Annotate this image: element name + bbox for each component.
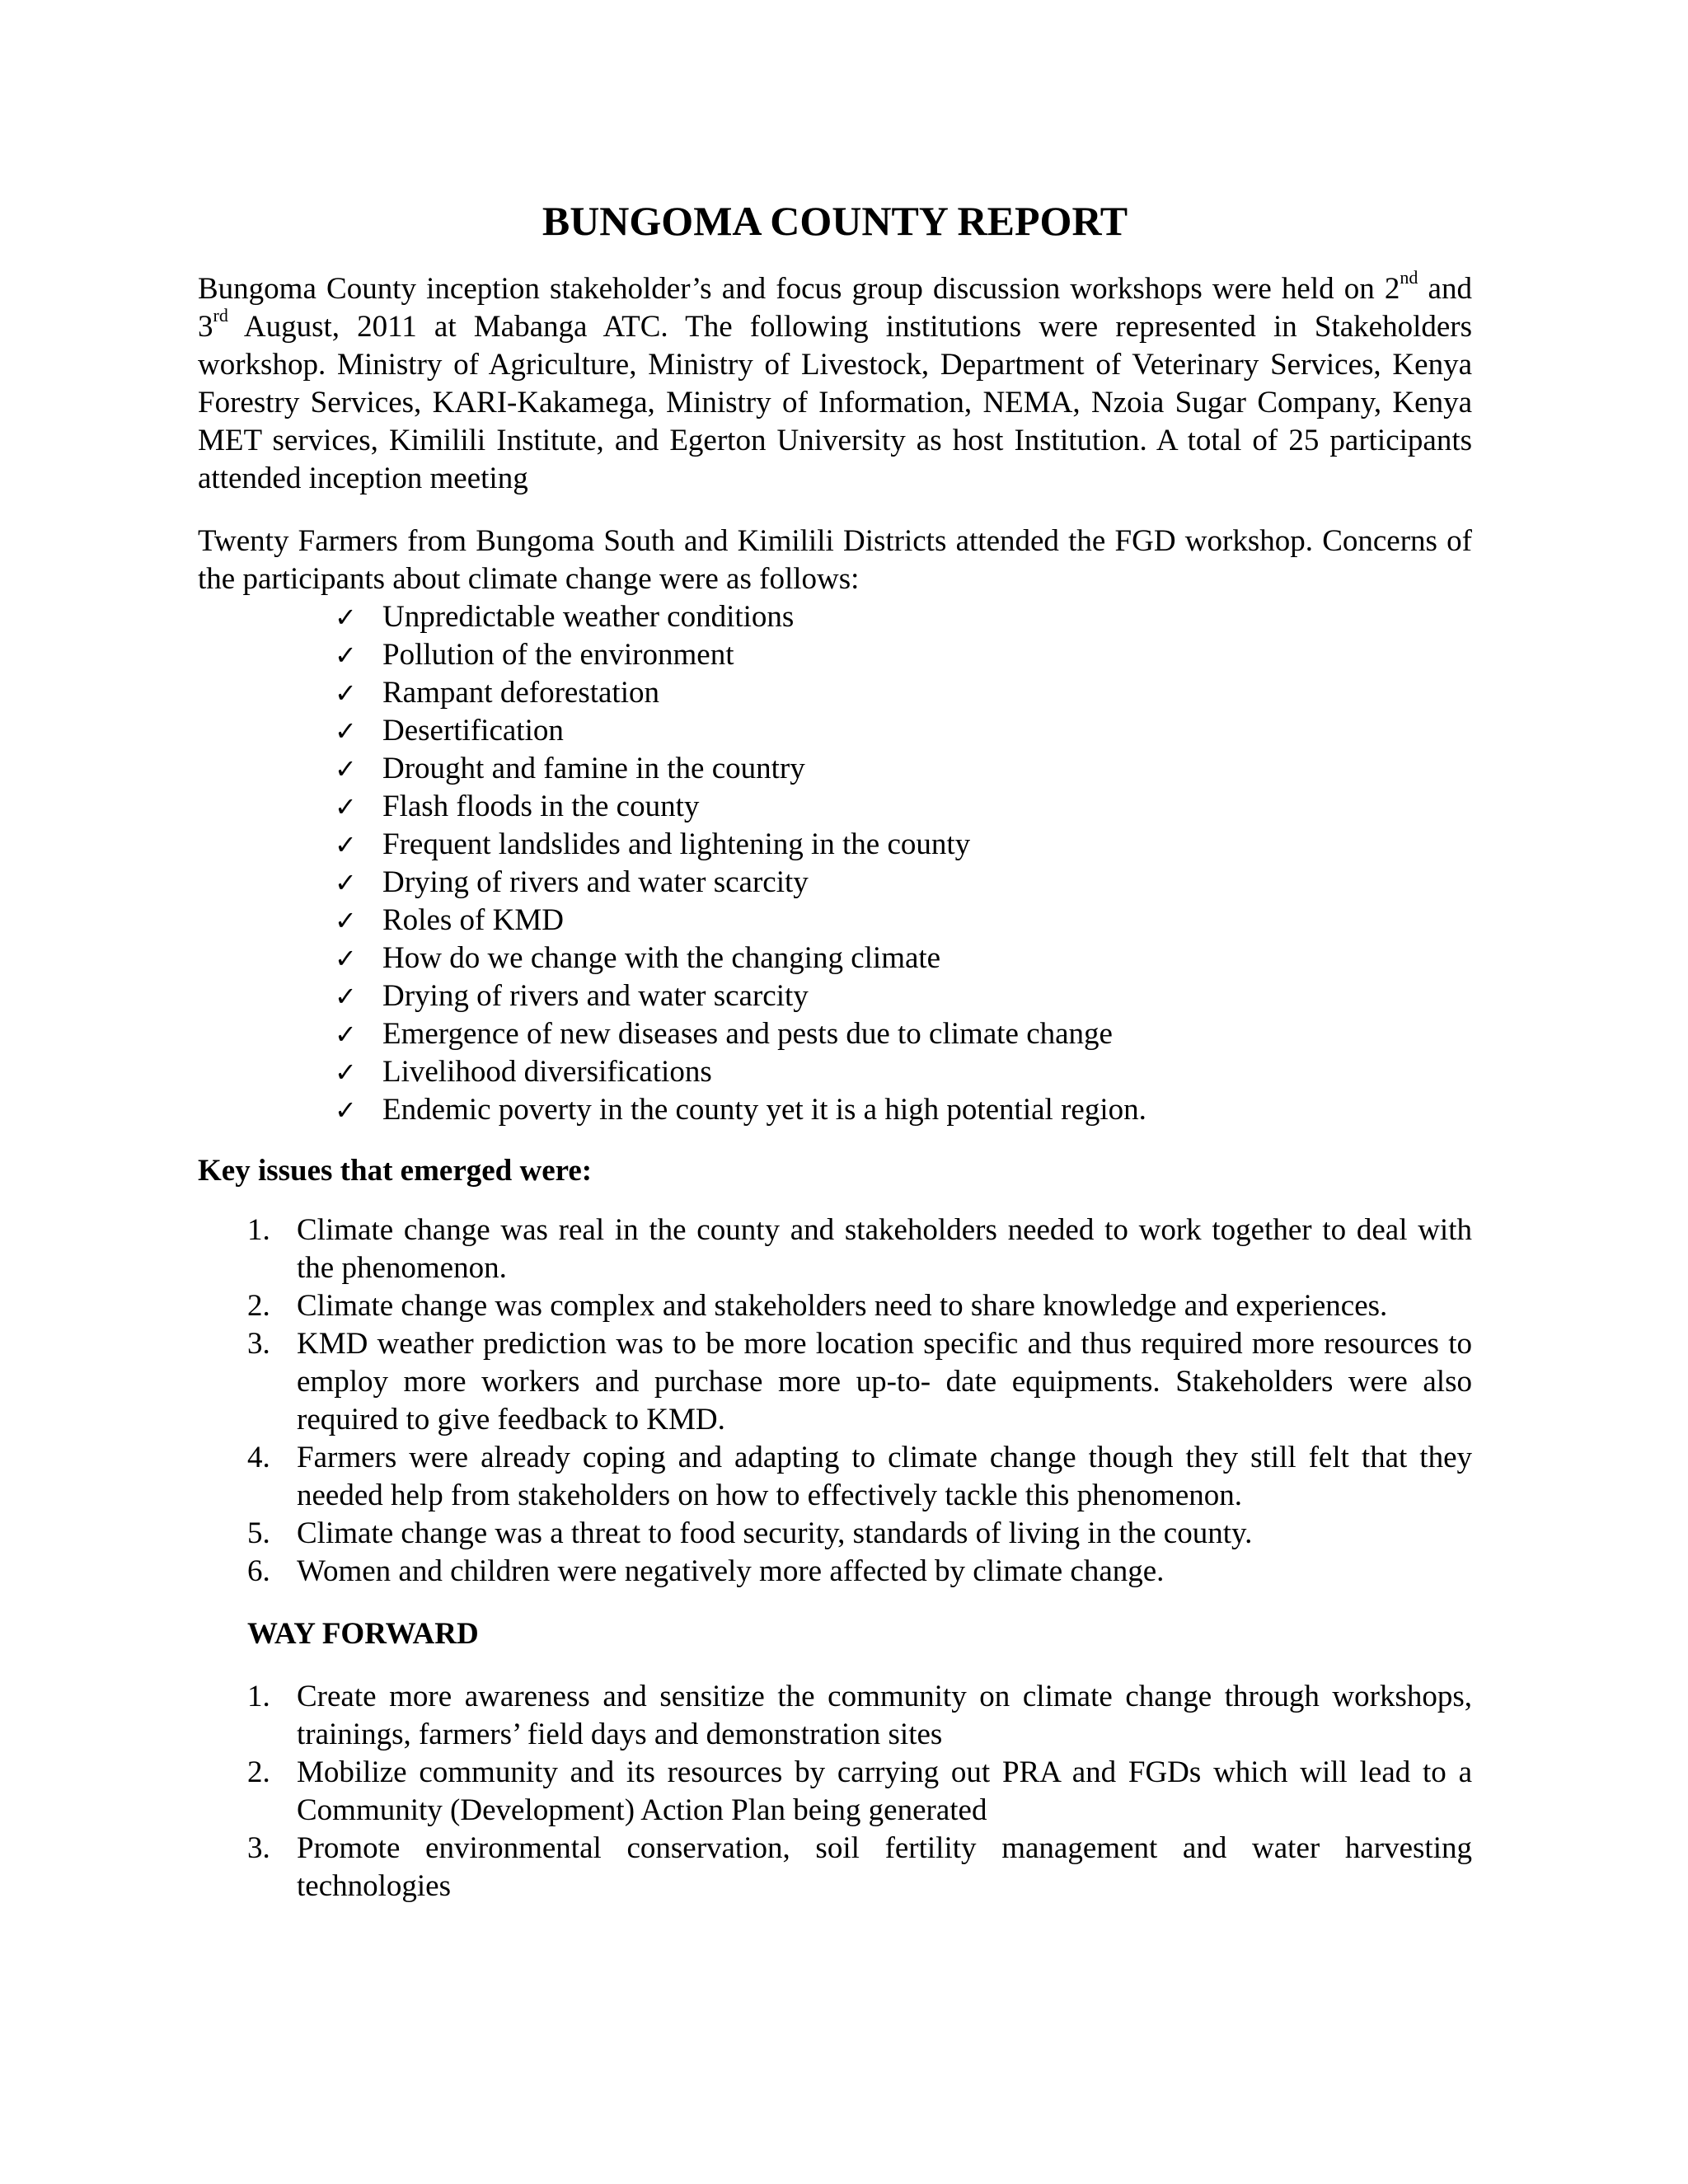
concern-text: Livelihood diversifications [382, 1055, 712, 1089]
item-number: 1. [247, 1680, 270, 1713]
way-forward-heading: WAY FORWARD [247, 1617, 479, 1651]
checkmark-icon: ✓ [335, 1094, 357, 1126]
item-text: Mobilize community and its resources by carrying out PRA and FGDs which will lead to a Community (Development) Action Plan being generated [297, 1755, 1472, 1827]
item-number: 6. [247, 1554, 270, 1588]
list-item [247, 1678, 1472, 1754]
item-number: 1. [247, 1213, 270, 1247]
concerns-list [198, 598, 1472, 1129]
checkmark-icon: ✓ [335, 753, 357, 785]
concern-text: Roles of KMD [382, 903, 564, 937]
concern-text: Drought and famine in the country [382, 752, 805, 785]
concern-text: Unpredictable weather conditions [382, 600, 795, 634]
checkmark-icon: ✓ [335, 715, 357, 747]
checkmark-icon: ✓ [335, 677, 357, 709]
page-title: BUNGOMA COUNTY REPORT [542, 198, 1128, 244]
key-issues-list [198, 1212, 1472, 1591]
item-text: Create more awareness and sensitize the community on climate change through workshops, trainings, farmers’ field days and demonstration sites [297, 1680, 1472, 1751]
intro-paragraph [198, 267, 1472, 498]
concern-text: Rampant deforestation [382, 676, 659, 710]
item-text: Promote environmental conservation, soil fertility management and water harvesting technologies [297, 1831, 1472, 1903]
item-text: Climate change was real in the county and stakeholders needed to work together to deal with the phenomenon. [297, 1213, 1472, 1285]
item-number: 3. [247, 1327, 270, 1361]
intro-text-part1: Bungoma County inception stakeholder’s and focus group discussion workshops were held on 2 [198, 272, 1400, 306]
item-number: 2. [247, 1289, 270, 1323]
list-item [335, 1015, 1472, 1053]
concern-text: Pollution of the environment [382, 638, 734, 672]
item-text: Climate change was complex and stakeholders need to share knowledge and experiences. [297, 1289, 1388, 1323]
key-issues-heading: Key issues that emerged were: [198, 1154, 593, 1188]
list-item [335, 636, 1472, 674]
list-item [247, 1830, 1472, 1905]
list-item [335, 902, 1472, 940]
intro-sup-nd: nd [1400, 267, 1418, 288]
intro-text-part3: August, 2011 at Mabanga ATC. The following institutions were represented in Stakeholders workshop. Ministry of Agriculture, Ministry of Livestock, Department of Veterinary Services, Kenya Forestry Services, KARI-Kakamega, Ministry of Information, NEMA, Nzoia Sugar Company, Kenya MET services, Kimilili Institute, and Egerton University as host Institution. A total of 25 participants attended inception meeting [198, 310, 1472, 495]
checkmark-icon: ✓ [335, 1057, 357, 1088]
way-forward-list [198, 1678, 1472, 1905]
intro-text-part2: and 3 [198, 272, 1472, 344]
list-item [335, 788, 1472, 826]
concern-text: Emergence of new diseases and pests due to climate change [382, 1017, 1113, 1051]
farmers-paragraph: Twenty Farmers from Bungoma South and Kimilili Districts attended the FGD workshop. Concerns of the participants about climate change were as follows: [198, 524, 1472, 596]
item-number: 4. [247, 1441, 270, 1474]
item-number: 3. [247, 1831, 270, 1865]
concern-text: Drying of rivers and water scarcity [382, 979, 809, 1013]
checkmark-icon: ✓ [335, 1019, 357, 1050]
list-item [247, 1212, 1472, 1287]
list-item [247, 1754, 1472, 1830]
checkmark-icon: ✓ [335, 602, 357, 633]
checkmark-icon: ✓ [335, 981, 357, 1012]
concern-text: Drying of rivers and water scarcity [382, 865, 809, 899]
list-item [247, 1553, 1472, 1591]
checkmark-icon: ✓ [335, 829, 357, 860]
list-item [247, 1515, 1472, 1553]
document-page [198, 196, 1472, 1930]
checkmark-icon: ✓ [335, 791, 357, 823]
list-item [335, 598, 1472, 636]
list-item [247, 1439, 1472, 1515]
list-item [335, 864, 1472, 902]
list-item [335, 940, 1472, 977]
intro-sup-rd: rd [213, 305, 228, 326]
item-text: Climate change was a threat to food security, standards of living in the county. [297, 1516, 1253, 1550]
checkmark-icon: ✓ [335, 905, 357, 936]
concern-text: Desertification [382, 714, 564, 748]
concern-text: How do we change with the changing climate [382, 941, 941, 975]
item-number: 5. [247, 1516, 270, 1550]
concern-text: Frequent landslides and lightening in the county [382, 827, 971, 861]
item-text: KMD weather prediction was to be more location specific and thus required more resources to employ more workers and purchase more up-to- date equipments. Stakeholders were also required to give feedback to KMD. [297, 1327, 1472, 1436]
list-item [335, 674, 1472, 712]
checkmark-icon: ✓ [335, 867, 357, 898]
item-text: Farmers were already coping and adapting to climate change though they still felt that they needed help from stakeholders on how to effectively tackle this phenomenon. [297, 1441, 1472, 1512]
item-text: Women and children were negatively more affected by climate change. [297, 1554, 1165, 1588]
list-item [247, 1287, 1472, 1325]
list-item [247, 1325, 1472, 1439]
list-item [335, 750, 1472, 788]
concern-text: Flash floods in the county [382, 790, 700, 823]
checkmark-icon: ✓ [335, 943, 357, 974]
list-item [335, 826, 1472, 864]
checkmark-icon: ✓ [335, 640, 357, 671]
list-item [335, 1053, 1472, 1091]
list-item [335, 712, 1472, 750]
list-item [335, 1091, 1472, 1129]
concern-text: Endemic poverty in the county yet it is a high potential region. [382, 1093, 1146, 1127]
item-number: 2. [247, 1755, 270, 1789]
list-item [335, 977, 1472, 1015]
